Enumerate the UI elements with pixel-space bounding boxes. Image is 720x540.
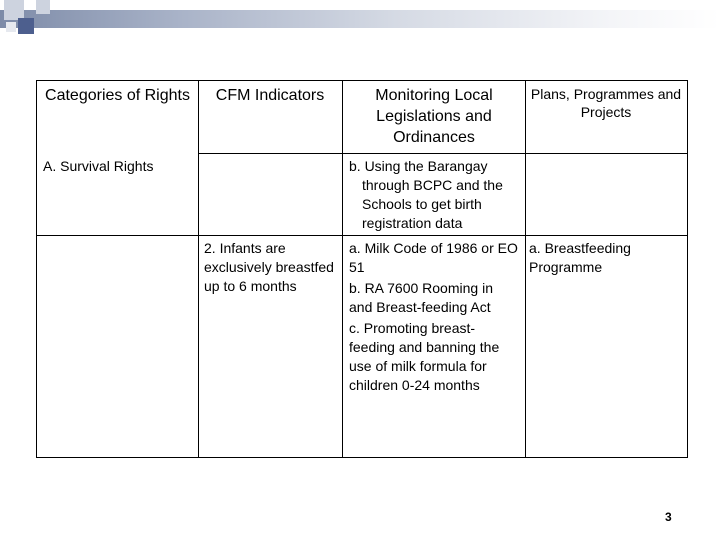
row-divider (198, 153, 687, 154)
indicator-breastfed: 2. Infants are exclusively breastfed up to 6 months (204, 240, 334, 294)
rights-table (36, 80, 688, 458)
decor-square (18, 18, 34, 34)
header-monitoring: Monitoring Local Legislations and Ordinances (375, 87, 493, 146)
decor-square (36, 0, 50, 14)
page-number: 3 (665, 510, 672, 524)
legislation-milk-code: a. Milk Code of 1986 or EO 51 (349, 240, 518, 275)
column-divider (525, 81, 526, 457)
legislation-ra-7600: b. RA 7600 Rooming in and Breast-feeding Act (349, 280, 493, 315)
decor-square (4, 0, 24, 20)
row-divider (198, 235, 687, 236)
column-divider (342, 81, 343, 457)
header-plans: Plans, Programmes and Projects (530, 86, 682, 120)
header-categories: Categories of Rights (45, 87, 190, 104)
legislation-list (349, 239, 519, 397)
category-survival-rights: A. Survival Rights (43, 158, 154, 174)
legislation-promoting-breastfeeding: c. Promoting breast-feeding and banning the use of milk formula for children 0-24 months (349, 320, 500, 393)
column-divider (198, 81, 199, 457)
decor-square (6, 22, 16, 32)
title-bar-decoration (0, 10, 720, 28)
legislation-barangay: b. Using the Barangay through BCPC and the Schools to get birth registration data (349, 158, 503, 231)
programme-breastfeeding: a. Breastfeeding Programme (529, 240, 631, 275)
row-divider (37, 235, 198, 236)
header-cfm-indicators: CFM Indicators (215, 87, 325, 104)
